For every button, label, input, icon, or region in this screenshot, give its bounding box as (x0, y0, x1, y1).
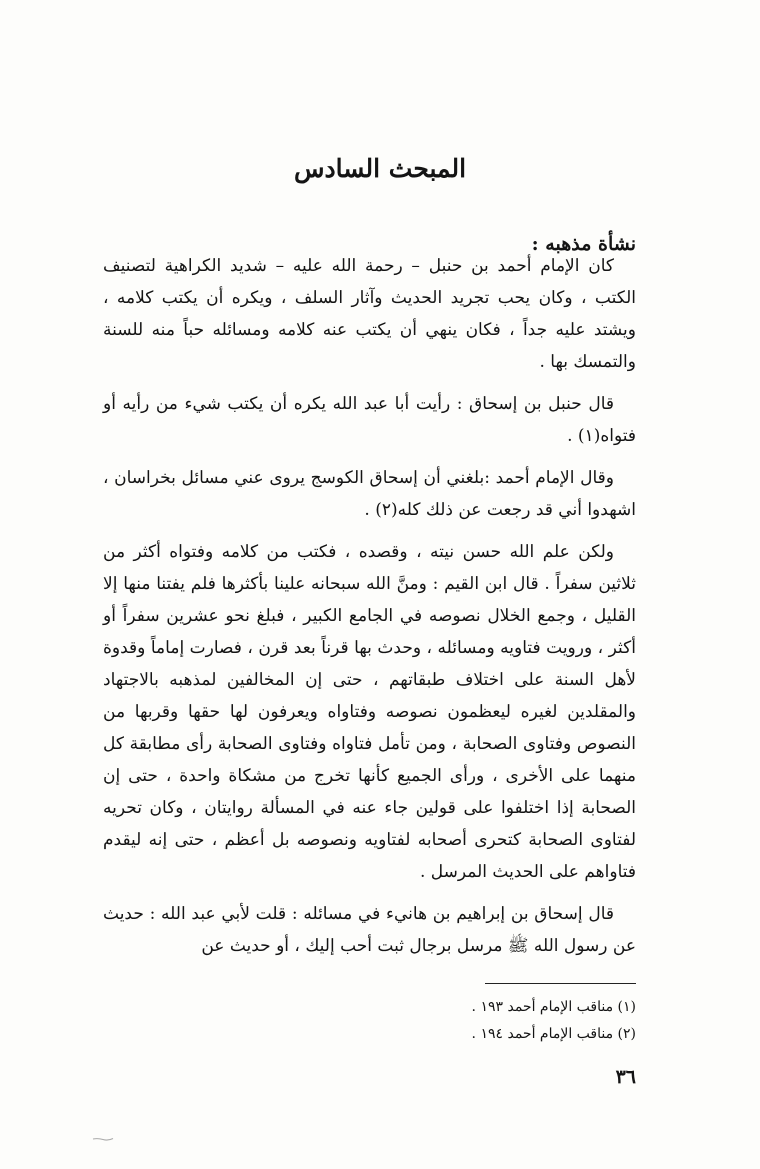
footnote: (١) مناقب الإمام أحمد ١٩٣ . (471, 999, 636, 1015)
body-text (103, 250, 636, 972)
paragraph: ولكن علم الله حسن نيته ، وقصده ، فكتب من كلامه وفتواه أكثر من ثلاثين سفراً . قال ابن القيم : ومنَّ الله سبحانه علينا بأكثرها فلم يفتنا منها إلا القليل ، وجمع الخلال نصوصه في الجامع الكبير ، فبلغ نحو عشرين سفراً أو أكثر ، ورويت فتاويه ومسائله ، وحدث بها قرناً بعد قرن ، فصارت إماماً وقدوة لأهل السنة على اختلاف طبقاتهم ، حتى إن المخالفين لمذهبه بالاجتهاد والمقلدين لغيره ليعظمون نصوصه وفتاواه ويعرفون لها حقها وقربها من النصوص وفتاوى الصحابة ، ومن تأمل فتاواه وفتاوى الصحابة رأى مطابقة كل منهما على الأخرى ، ورأى الجميع كأنها تخرج من مشكاة واحدة ، حتى إن الصحابة إذا اختلفوا على قولين جاء عنه في المسألة روايتان ، وكان تحريه لفتاوى الصحابة كتحرى أصحابه لفتاويه ونصوصه بل أعظم ، حتى إنه ليقدم فتاواهم على الحديث المرسل . (103, 542, 636, 882)
page-number: ٣٦ (615, 1066, 636, 1088)
paragraph: قال حنبل بن إسحاق : رأيت أبا عبد الله يكره أن يكتب شيء من رأيه أو فتواه(١) . (103, 394, 636, 446)
paragraph: قال إسحاق بن إبراهيم بن هانيء في مسائله : قلت لأبي عبد الله : حديث عن رسول الله ﷺ مرسل برجال ثبت أحب إليك ، أو حديث عن (103, 904, 636, 956)
chapter-title: المبحث السادس (293, 154, 467, 183)
section-heading: نشأة مذهبه : (531, 233, 636, 255)
footnotes (472, 994, 636, 1048)
paragraph: كان الإمام أحمد بن حنبل – رحمة الله عليه – شديد الكراهية لتصنيف الكتب ، وكان يحب تجريد الحديث وآثار السلف ، ويكره أن يكتب كلامه ، ويشتد عليه جداً ، فكان ينهي أن يكتب عنه كلامه ومسائله حباً منه للسنة والتمسك بها . (103, 256, 636, 372)
footnote: (٢) مناقب الإمام أحمد ١٩٤ . (471, 1026, 636, 1042)
footnote-divider (485, 983, 636, 984)
scan-speck-mark (92, 1137, 114, 1141)
paragraph: وقال الإمام أحمد :بلغني أن إسحاق الكوسج يروى عني مسائل بخراسان ، اشهدوا أني قد رجعت عن ذلك كله(٢) . (103, 468, 636, 520)
